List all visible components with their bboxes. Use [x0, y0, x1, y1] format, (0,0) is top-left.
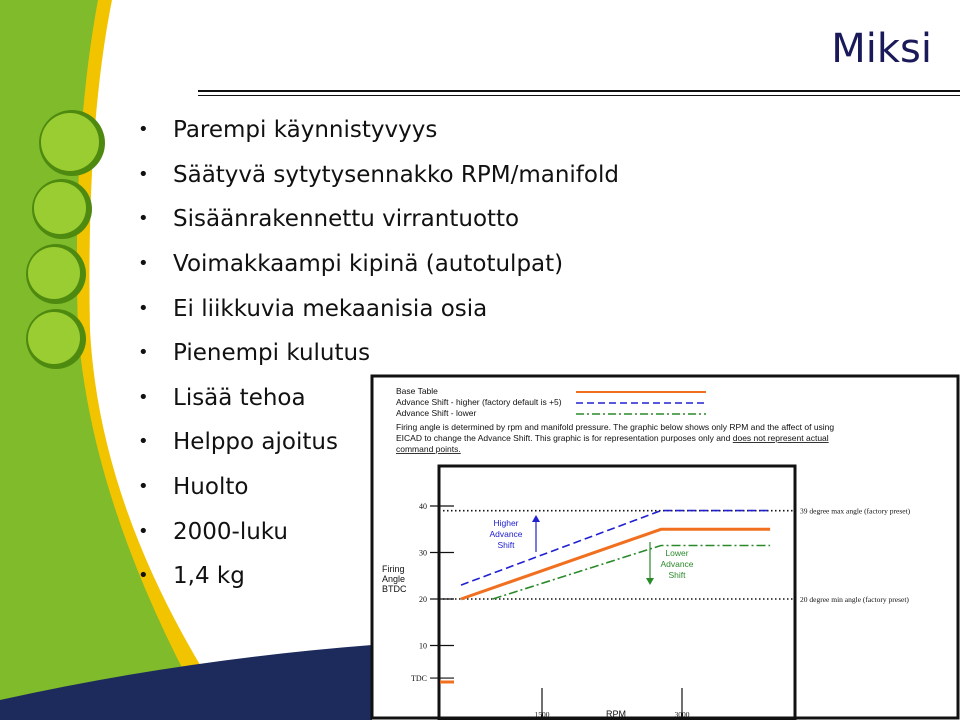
- legend-higher-label: Advance Shift - higher (factory default is +5): [396, 397, 562, 407]
- bullet-dot: •: [138, 119, 149, 141]
- caption-line-2: [396, 433, 829, 443]
- caption-underlined: does not represent actual: [732, 433, 829, 443]
- bullet-text: Parempi käynnistyvyys: [173, 117, 438, 144]
- bullet-text: Ei liikkuvia mekaanisia osia: [173, 295, 488, 322]
- y-label-line-2: Angle: [382, 574, 406, 584]
- lower-label-3: Shift: [668, 570, 686, 580]
- higher-label-1: Higher: [493, 518, 519, 528]
- reference-line-label: 20 degree min angle (factory preset): [800, 595, 909, 604]
- bullet-dot: •: [138, 386, 149, 408]
- bullet-dot: •: [138, 565, 149, 587]
- y-label-line-1: Firing: [382, 564, 405, 574]
- bullet-dot: •: [138, 163, 149, 185]
- bullet-item: [138, 286, 619, 331]
- caption-line-3: command points.: [396, 444, 461, 454]
- y-tick-label: 30: [419, 548, 427, 558]
- reference-line-label: 39 degree max angle (factory preset): [800, 506, 911, 516]
- bullet-dot: •: [138, 431, 149, 453]
- bullet-item: [138, 331, 619, 376]
- y-tick-label: 10: [419, 641, 427, 651]
- bullet-item: [138, 153, 619, 198]
- higher-label-3: Shift: [497, 540, 515, 550]
- bullet-dot: •: [138, 253, 149, 275]
- x-tick-label: 1500: [534, 710, 550, 719]
- bullet-text: Helppo ajoitus: [173, 429, 338, 456]
- bullet-text: Lisää tehoa: [173, 384, 306, 411]
- x-tick-label: 3000: [674, 710, 690, 719]
- y-label-line-3: BTDC: [382, 584, 407, 594]
- bullet-text: 2000-luku: [173, 518, 288, 545]
- bullet-text: Huolto: [173, 474, 249, 501]
- lower-label-1: Lower: [665, 548, 689, 558]
- y-tick-label: 20: [419, 595, 427, 604]
- advance-shift-figure: [370, 374, 960, 720]
- bullet-text: 1,4 kg: [173, 563, 245, 590]
- bullet-dot: •: [138, 297, 149, 319]
- bullet-dot: •: [138, 342, 149, 364]
- bullet-text: Pienempi kulutus: [173, 340, 371, 367]
- caption-line-1: Firing angle is determined by rpm and manifold pressure. The graphic below shows only RPM and the affect of using: [396, 422, 835, 432]
- legend-lower-label: Advance Shift - lower: [396, 408, 477, 418]
- bullet-dot: •: [138, 520, 149, 542]
- bullet-text: Sisäänrakennettu virrantuotto: [173, 206, 520, 233]
- caption-line-2-text: EICAD to change the Advance Shift. This graphic is for representation purposes only and: [396, 433, 733, 443]
- y-tick-label: TDC: [411, 674, 427, 684]
- x-axis-label: RPM: [606, 709, 626, 719]
- bullet-text: Voimakkaampi kipinä (autotulpat): [173, 251, 564, 278]
- lower-label-2: Advance: [660, 559, 694, 569]
- bullet-dot: •: [138, 476, 149, 498]
- legend-base-label: Base Table: [396, 386, 438, 396]
- bullet-dot: •: [138, 208, 149, 230]
- y-tick-label: 40: [419, 502, 427, 511]
- figure-svg: [370, 374, 960, 720]
- bullet-item: [138, 197, 619, 242]
- title-underline: [198, 90, 960, 96]
- bullet-item: [138, 242, 619, 287]
- bullet-item: [138, 108, 619, 153]
- bullet-text: Säätyvä sytytysennakko RPM/manifold: [173, 161, 619, 188]
- slide-title: Miksi: [831, 26, 932, 72]
- higher-label-2: Advance: [489, 529, 523, 539]
